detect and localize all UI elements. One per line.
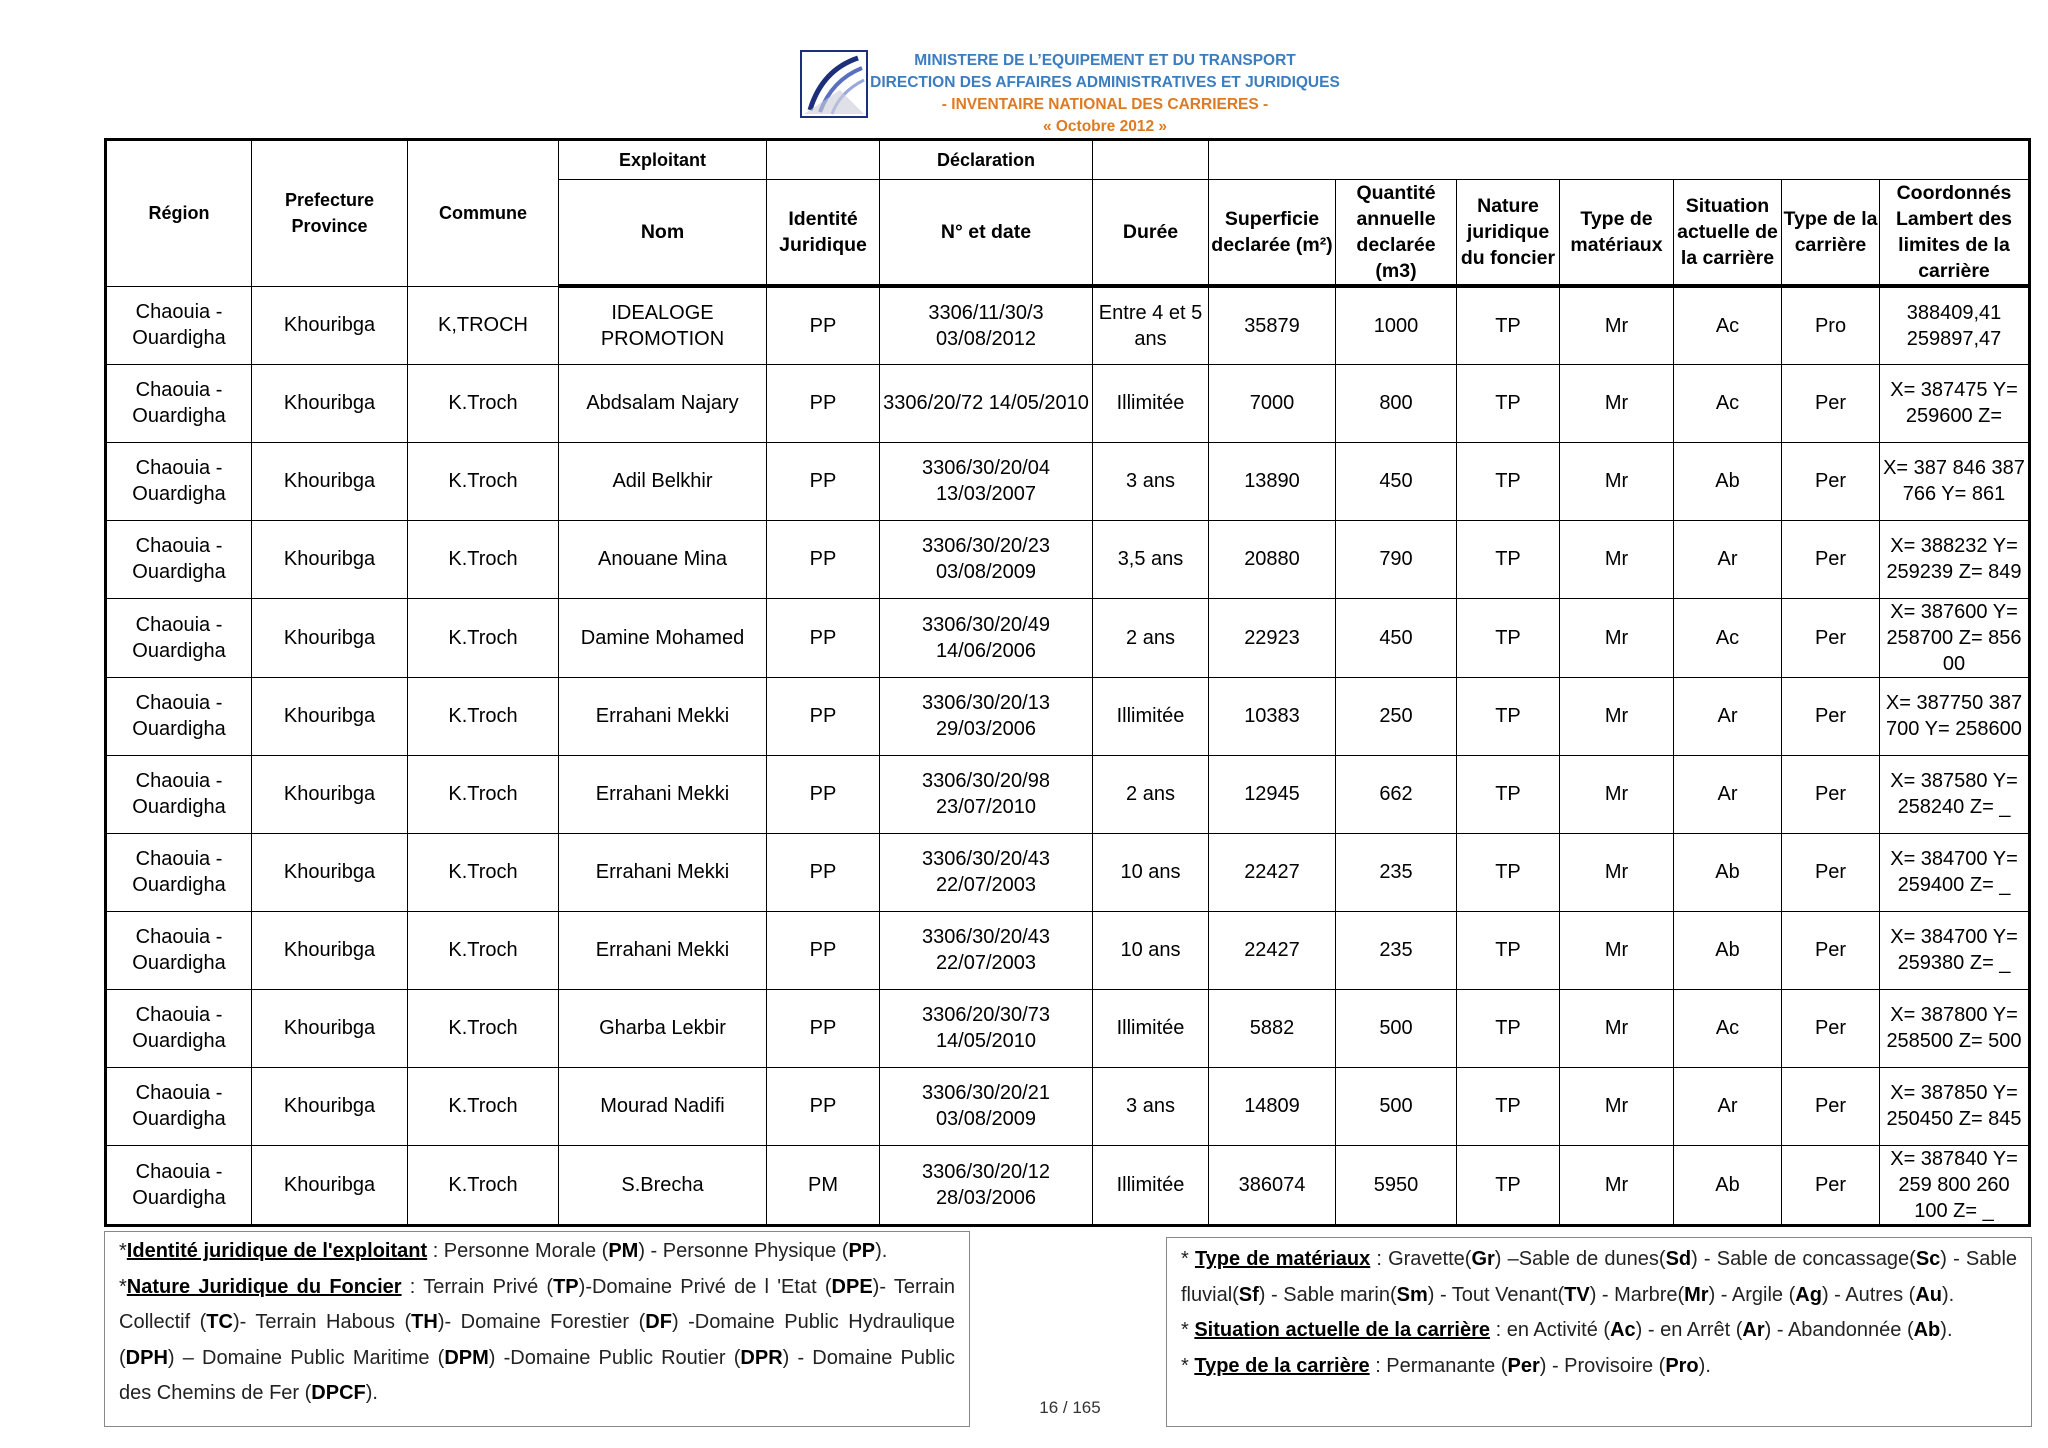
cell-superficie: 12945 <box>1209 755 1336 833</box>
legend-identite-juridique: *Identité juridique de l'exploitant : Personne Morale (PM) - Personne Physique (PP). <box>119 1240 888 1262</box>
cell-numero-date: 3306/20/30/73 14/05/2010 <box>880 989 1093 1067</box>
col-header-situation: Situation actuelle de la carrière <box>1674 180 1782 287</box>
col-header-province: Prefecture Province <box>252 140 408 287</box>
cell-type-materiaux: Mr <box>1560 1145 1674 1225</box>
cell-type-materiaux: Mr <box>1560 1067 1674 1145</box>
cell-nom: Abdsalam Najary <box>559 364 767 442</box>
cell-commune: K.Troch <box>408 598 559 677</box>
cell-numero-date: 3306/30/20/23 03/08/2009 <box>880 520 1093 598</box>
cell-type-carriere: Pro <box>1782 286 1880 364</box>
cell-duree: 2 ans <box>1093 755 1209 833</box>
cell-commune: K.Troch <box>408 442 559 520</box>
cell-situation: Ac <box>1674 598 1782 677</box>
cell-region: Chaouia - Ouardigha <box>106 442 252 520</box>
cell-numero-date: 3306/30/20/43 22/07/2003 <box>880 833 1093 911</box>
group-header-exploitant: Exploitant <box>559 140 767 180</box>
cell-quantite: 1000 <box>1336 286 1457 364</box>
cell-type-carriere: Per <box>1782 833 1880 911</box>
cell-nature-juridique: TP <box>1457 989 1560 1067</box>
cell-nature-juridique: TP <box>1457 1067 1560 1145</box>
cell-coordonnees: X= 387475 Y= 259600 Z= <box>1880 364 2030 442</box>
cell-type-materiaux: Mr <box>1560 677 1674 755</box>
cell-quantite: 450 <box>1336 598 1457 677</box>
table-header-group-row <box>106 140 2030 180</box>
cell-province: Khouribga <box>252 1067 408 1145</box>
cell-type-materiaux: Mr <box>1560 520 1674 598</box>
col-header-quantite: Quantité annuelle declarée (m3) <box>1336 180 1457 287</box>
cell-identite: PP <box>767 833 880 911</box>
col-header-nature-juridique: Nature juridique du foncier <box>1457 180 1560 287</box>
cell-nom: Errahani Mekki <box>559 911 767 989</box>
cell-situation: Ab <box>1674 1145 1782 1225</box>
cell-superficie: 20880 <box>1209 520 1336 598</box>
group-header-declaration: Déclaration <box>880 140 1093 180</box>
cell-type-carriere: Per <box>1782 755 1880 833</box>
cell-nom: Errahani Mekki <box>559 677 767 755</box>
cell-identite: PP <box>767 1067 880 1145</box>
cell-province: Khouribga <box>252 911 408 989</box>
cell-region: Chaouia - Ouardigha <box>106 286 252 364</box>
cell-province: Khouribga <box>252 442 408 520</box>
cell-numero-date: 3306/30/20/13 29/03/2006 <box>880 677 1093 755</box>
cell-nom: Damine Mohamed <box>559 598 767 677</box>
cell-duree: 10 ans <box>1093 833 1209 911</box>
cell-nature-juridique: TP <box>1457 1145 1560 1225</box>
cell-type-carriere: Per <box>1782 598 1880 677</box>
table-row <box>106 911 2030 989</box>
col-header-commune: Commune <box>408 140 559 287</box>
quarries-table-container <box>104 138 2031 1227</box>
col-header-numero-date: N° et date <box>880 180 1093 287</box>
ministry-name: MINISTERE DE L’EQUIPEMENT ET DU TRANSPORT <box>914 52 1296 69</box>
inventory-title: - INVENTAIRE NATIONAL DES CARRIERES - <box>941 96 1269 113</box>
cell-type-materiaux: Mr <box>1560 833 1674 911</box>
cell-numero-date: 3306/30/20/43 22/07/2003 <box>880 911 1093 989</box>
cell-superficie: 7000 <box>1209 364 1336 442</box>
cell-nature-juridique: TP <box>1457 833 1560 911</box>
cell-quantite: 500 <box>1336 1067 1457 1145</box>
cell-quantite: 235 <box>1336 911 1457 989</box>
cell-duree: Illimitée <box>1093 364 1209 442</box>
cell-situation: Ar <box>1674 520 1782 598</box>
cell-quantite: 790 <box>1336 520 1457 598</box>
cell-coordonnees: X= 384700 Y= 259400 Z= _ <box>1880 833 2030 911</box>
cell-numero-date: 3306/30/20/49 14/06/2006 <box>880 598 1093 677</box>
cell-numero-date: 3306/30/20/21 03/08/2009 <box>880 1067 1093 1145</box>
cell-nom: Errahani Mekki <box>559 755 767 833</box>
cell-nom: Errahani Mekki <box>559 833 767 911</box>
cell-superficie: 386074 <box>1209 1145 1336 1225</box>
cell-province: Khouribga <box>252 1145 408 1225</box>
cell-superficie: 5882 <box>1209 989 1336 1067</box>
cell-province: Khouribga <box>252 989 408 1067</box>
col-header-superficie: Superficie declarée (m²) <box>1209 180 1336 287</box>
cell-duree: Illimitée <box>1093 989 1209 1067</box>
cell-nature-juridique: TP <box>1457 364 1560 442</box>
cell-type-materiaux: Mr <box>1560 442 1674 520</box>
cell-identite: PP <box>767 677 880 755</box>
cell-province: Khouribga <box>252 520 408 598</box>
cell-region: Chaouia - Ouardigha <box>106 755 252 833</box>
table-row <box>106 1067 2030 1145</box>
cell-identite: PM <box>767 1145 880 1225</box>
cell-type-carriere: Per <box>1782 911 1880 989</box>
cell-province: Khouribga <box>252 364 408 442</box>
col-header-coordonnees: Coordonnés Lambert des limites de la carrière <box>1880 180 2030 287</box>
legend-situation-actuelle: * Situation actuelle de la carrière : en Activité (Ac) - en Arrêt (Ar) - Abandonnée (Ab). <box>1181 1319 1953 1341</box>
cell-duree: Entre 4 et 5 ans <box>1093 286 1209 364</box>
cell-quantite: 5950 <box>1336 1145 1457 1225</box>
cell-identite: PP <box>767 598 880 677</box>
cell-coordonnees: X= 387600 Y= 258700 Z= 856 00 <box>1880 598 2030 677</box>
cell-coordonnees: X= 387580 Y= 258240 Z= _ <box>1880 755 2030 833</box>
cell-type-carriere: Per <box>1782 1067 1880 1145</box>
cell-region: Chaouia - Ouardigha <box>106 1145 252 1225</box>
cell-situation: Ar <box>1674 1067 1782 1145</box>
cell-region: Chaouia - Ouardigha <box>106 833 252 911</box>
table-row <box>106 833 2030 911</box>
cell-coordonnees: X= 387840 Y= 259 800 260 100 Z= _ <box>1880 1145 2030 1225</box>
cell-province: Khouribga <box>252 833 408 911</box>
cell-coordonnees: X= 388232 Y= 259239 Z= 849 <box>1880 520 2030 598</box>
page-number: 16 / 165 <box>1039 1398 1101 1417</box>
table-row <box>106 598 2030 677</box>
cell-identite: PP <box>767 989 880 1067</box>
col-header-region: Région <box>106 140 252 287</box>
cell-nom: Gharba Lekbir <box>559 989 767 1067</box>
table-row <box>106 1145 2030 1225</box>
col-header-nom: Nom <box>559 180 767 287</box>
cell-commune: K.Troch <box>408 677 559 755</box>
cell-type-materiaux: Mr <box>1560 364 1674 442</box>
cell-commune: K.Troch <box>408 833 559 911</box>
cell-coordonnees: X= 387800 Y= 258500 Z= 500 <box>1880 989 2030 1067</box>
cell-nom: Adil Belkhir <box>559 442 767 520</box>
group-header-blank-3 <box>1209 140 2030 180</box>
cell-commune: K.Troch <box>408 1067 559 1145</box>
legend-right <box>1166 1237 2032 1427</box>
group-header-blank-1 <box>767 140 880 180</box>
cell-type-materiaux: Mr <box>1560 989 1674 1067</box>
legend-nature-juridique: *Nature Juridique du Foncier : Terrain Privé (TP)-Domaine Privé de l 'Etat (DPE)- Terrain Collectif (TC)- Terrain Habous (TH)- Domaine Forestier (DF) -Domaine Public Hydraulique (DPH) – Domaine Public Maritime (DPM) -Domaine Public Routier (DPR) - Domaine Public des Chemins de Fer (DPCF). <box>119 1275 956 1404</box>
table-row <box>106 286 2030 364</box>
cell-nature-juridique: TP <box>1457 442 1560 520</box>
cell-nom: Anouane Mina <box>559 520 767 598</box>
col-header-type-materiaux: Type de matériaux <box>1560 180 1674 287</box>
table-body <box>106 286 2030 1225</box>
cell-type-materiaux: Mr <box>1560 598 1674 677</box>
cell-region: Chaouia - Ouardigha <box>106 1067 252 1145</box>
cell-quantite: 235 <box>1336 833 1457 911</box>
document-header <box>870 50 1340 138</box>
cell-type-carriere: Per <box>1782 677 1880 755</box>
cell-duree: 3,5 ans <box>1093 520 1209 598</box>
cell-province: Khouribga <box>252 677 408 755</box>
cell-nature-juridique: TP <box>1457 286 1560 364</box>
cell-region: Chaouia - Ouardigha <box>106 364 252 442</box>
cell-commune: K.Troch <box>408 520 559 598</box>
cell-region: Chaouia - Ouardigha <box>106 677 252 755</box>
cell-commune: K,TROCH <box>408 286 559 364</box>
cell-quantite: 500 <box>1336 989 1457 1067</box>
cell-nom: S.Brecha <box>559 1145 767 1225</box>
cell-superficie: 10383 <box>1209 677 1336 755</box>
col-header-identite: Identité Juridique <box>767 180 880 287</box>
cell-type-materiaux: Mr <box>1560 911 1674 989</box>
cell-identite: PP <box>767 520 880 598</box>
legend-type-materiaux: * Type de matériaux : Gravette(Gr) –Sable de dunes(Sd) - Sable de concassage(Sc) - Sable fluvial(Sf) - Sable marin(Sm) - Tout Venant(TV) - Marbre(Mr) - Argile (Ag) - Autres (Au). <box>1181 1248 2018 1306</box>
cell-duree: 3 ans <box>1093 442 1209 520</box>
cell-situation: Ac <box>1674 989 1782 1067</box>
cell-superficie: 35879 <box>1209 286 1336 364</box>
cell-identite: PP <box>767 364 880 442</box>
cell-superficie: 22427 <box>1209 833 1336 911</box>
cell-nom: Mourad Nadifi <box>559 1067 767 1145</box>
cell-type-materiaux: Mr <box>1560 286 1674 364</box>
cell-province: Khouribga <box>252 755 408 833</box>
col-header-type-carriere: Type de la carrière <box>1782 180 1880 287</box>
cell-situation: Ab <box>1674 911 1782 989</box>
cell-situation: Ar <box>1674 755 1782 833</box>
cell-superficie: 22923 <box>1209 598 1336 677</box>
cell-type-carriere: Per <box>1782 364 1880 442</box>
cell-duree: 2 ans <box>1093 598 1209 677</box>
cell-quantite: 250 <box>1336 677 1457 755</box>
table-row <box>106 442 2030 520</box>
cell-commune: K.Troch <box>408 755 559 833</box>
table-row <box>106 755 2030 833</box>
cell-quantite: 450 <box>1336 442 1457 520</box>
cell-identite: PP <box>767 286 880 364</box>
cell-type-carriere: Per <box>1782 520 1880 598</box>
cell-situation: Ac <box>1674 286 1782 364</box>
cell-superficie: 14809 <box>1209 1067 1336 1145</box>
table-row <box>106 364 2030 442</box>
cell-region: Chaouia - Ouardigha <box>106 911 252 989</box>
cell-nature-juridique: TP <box>1457 755 1560 833</box>
group-header-blank-2 <box>1093 140 1209 180</box>
cell-coordonnees: X= 384700 Y= 259380 Z= _ <box>1880 911 2030 989</box>
cell-commune: K.Troch <box>408 364 559 442</box>
cell-situation: Ab <box>1674 442 1782 520</box>
cell-type-carriere: Per <box>1782 442 1880 520</box>
legend-left <box>104 1231 970 1427</box>
cell-situation: Ar <box>1674 677 1782 755</box>
table-row <box>106 989 2030 1067</box>
cell-identite: PP <box>767 755 880 833</box>
table-row <box>106 520 2030 598</box>
cell-identite: PP <box>767 442 880 520</box>
table-row <box>106 677 2030 755</box>
cell-situation: Ab <box>1674 833 1782 911</box>
cell-duree: Illimitée <box>1093 677 1209 755</box>
col-header-duree: Durée <box>1093 180 1209 287</box>
cell-coordonnees: X= 387750 387 700 Y= 258600 <box>1880 677 2030 755</box>
cell-commune: K.Troch <box>408 989 559 1067</box>
ministry-logo-icon <box>800 50 868 118</box>
cell-numero-date: 3306/30/20/98 23/07/2010 <box>880 755 1093 833</box>
cell-coordonnees: 388409,41 259897,47 <box>1880 286 2030 364</box>
legend-type-carriere: * Type de la carrière : Permanante (Per) - Provisoire (Pro). <box>1181 1354 1711 1377</box>
cell-type-carriere: Per <box>1782 1145 1880 1225</box>
cell-nature-juridique: TP <box>1457 911 1560 989</box>
cell-superficie: 22427 <box>1209 911 1336 989</box>
cell-duree: 3 ans <box>1093 1067 1209 1145</box>
cell-province: Khouribga <box>252 286 408 364</box>
inventory-date: « Octobre 2012 » <box>1042 118 1168 135</box>
cell-numero-date: 3306/30/20/04 13/03/2007 <box>880 442 1093 520</box>
cell-duree: 10 ans <box>1093 911 1209 989</box>
cell-region: Chaouia - Ouardigha <box>106 520 252 598</box>
cell-situation: Ac <box>1674 364 1782 442</box>
cell-quantite: 662 <box>1336 755 1457 833</box>
direction-name: DIRECTION DES AFFAIRES ADMINISTRATIVES ET JURIDIQUES <box>870 74 1340 91</box>
cell-nature-juridique: TP <box>1457 598 1560 677</box>
cell-type-carriere: Per <box>1782 989 1880 1067</box>
cell-nature-juridique: TP <box>1457 677 1560 755</box>
cell-province: Khouribga <box>252 598 408 677</box>
cell-region: Chaouia - Ouardigha <box>106 989 252 1067</box>
cell-region: Chaouia - Ouardigha <box>106 598 252 677</box>
quarries-table <box>104 138 2031 1227</box>
cell-nom: IDEALOGE PROMOTION <box>559 286 767 364</box>
cell-numero-date: 3306/11/30/3 03/08/2012 <box>880 286 1093 364</box>
cell-commune: K.Troch <box>408 1145 559 1225</box>
cell-nature-juridique: TP <box>1457 520 1560 598</box>
cell-quantite: 800 <box>1336 364 1457 442</box>
cell-type-materiaux: Mr <box>1560 755 1674 833</box>
cell-duree: Illimitée <box>1093 1145 1209 1225</box>
cell-coordonnees: X= 387 846 387 766 Y= 861 <box>1880 442 2030 520</box>
cell-identite: PP <box>767 911 880 989</box>
cell-numero-date: 3306/20/72 14/05/2010 <box>880 364 1093 442</box>
cell-coordonnees: X= 387850 Y= 250450 Z= 845 <box>1880 1067 2030 1145</box>
cell-commune: K.Troch <box>408 911 559 989</box>
cell-numero-date: 3306/30/20/12 28/03/2006 <box>880 1145 1093 1225</box>
cell-superficie: 13890 <box>1209 442 1336 520</box>
